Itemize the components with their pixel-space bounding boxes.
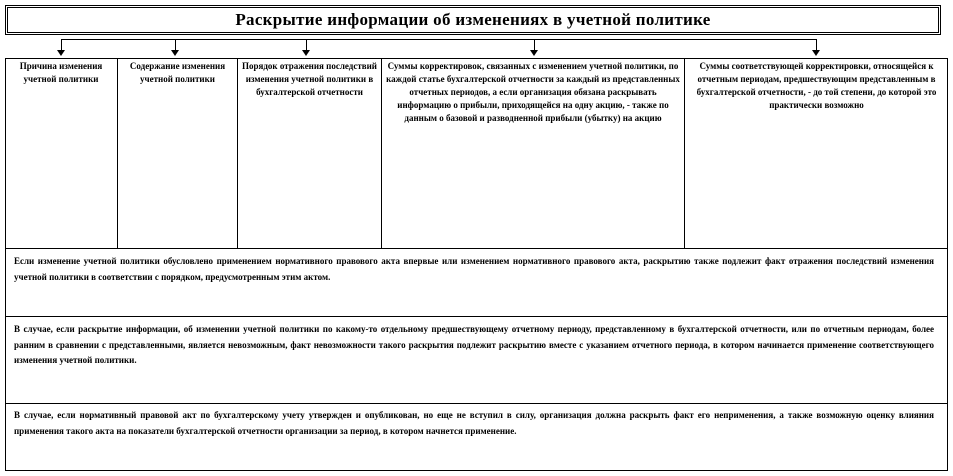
column-content xyxy=(118,58,238,248)
divider xyxy=(5,316,948,317)
arrow-down-icon xyxy=(530,50,538,56)
column-adjustments xyxy=(382,58,685,248)
diagram-title: Раскрытие информации об изменениях в учетной политике xyxy=(235,10,711,29)
paragraph-not-in-force xyxy=(8,405,940,469)
arrow-down-icon xyxy=(57,50,65,56)
paragraph-normative-act xyxy=(8,251,940,313)
column-text: Причина изменения учетной политики xyxy=(19,61,103,84)
arrow-down-icon xyxy=(171,50,179,56)
paragraph-impossibility xyxy=(8,319,940,402)
column-cause xyxy=(5,58,118,248)
divider xyxy=(5,403,948,404)
arrow-down-icon xyxy=(812,50,820,56)
arrow-down-icon xyxy=(302,50,310,56)
divider xyxy=(5,248,948,249)
column-text: Суммы соответствующей корректировки, относящейся к отчетным периодам, предшествующим представленным в бухгалтерской отчетности, - до той степени, до которой это практически возможно xyxy=(696,61,937,110)
column-procedure xyxy=(238,58,382,248)
column-text: Порядок отражения последствий изменения учетной политики в бухгалтерской отчетности xyxy=(242,61,377,97)
column-text: Суммы корректировок, связанных с изменением учетной политики, по каждой статье бухгалтерской отчетности за каждый из представленных отчетных периодов, а если организация обязана раскрывать информацию о прибыли, приходящейся на одну акцию, - также по данным о базовой и разводненной прибыли (убытку) на акцию xyxy=(386,61,680,123)
paragraph-text: В случае, если нормативный правовой акт по бухгалтерскому учету утвержден и опубликован, но еще не вступил в силу, организация должна раскрыть факт его неприменения, а также возможную оценку влияния применения такого акта на показатели бухгалтерской отчетности организации за период, в котором начнется применение. xyxy=(14,410,934,436)
paragraph-text: В случае, если раскрытие информации, об изменении учетной политики по какому-то отдельному предшествующему отчетному периоду, представленному в бухгалтерской отчетности, или по отчетным периодам, более ранним в сравнении с представленными, является невозможным, факт невозможности такого раскрытия подлежит раскрытию вместе с указанием отчетного периода, в котором начинается применение соответствующего изменения учетной политики. xyxy=(14,324,934,365)
paragraph-text: Если изменение учетной политики обусловлено применением нормативного правового акта впервые или изменением нормативного правового акта, раскрытию также подлежит факт отражения последствий изменения учетной политики в соответствии с порядком, предусмотренным этим актом. xyxy=(14,256,934,282)
column-prior-adjustment xyxy=(685,58,948,248)
column-text: Содержание изменения учетной политики xyxy=(129,61,226,84)
title-box xyxy=(5,5,941,35)
